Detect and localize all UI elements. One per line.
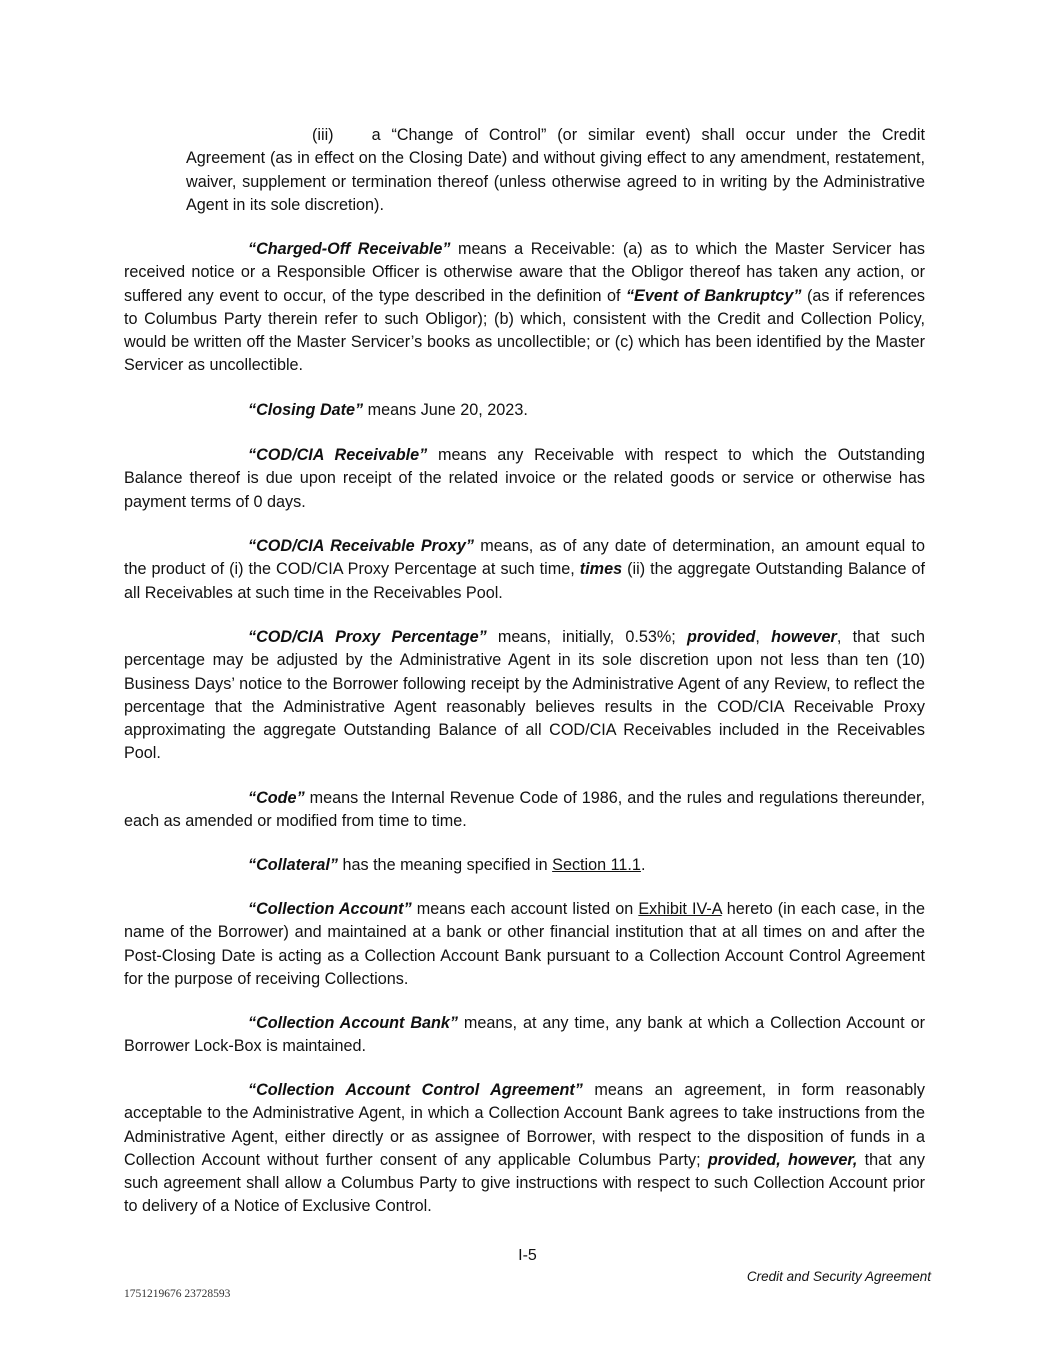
defined-term: “Collateral”	[248, 856, 338, 874]
clause-text: a “Change of Control” (or similar event) shall occur under the Credit Agreement (as in effect on the Closing Date) and without giving effect to any amendment, restatement, waiver, supplement or termination thereof (unless otherwise agreed to in writing by the Administrative Agent in its sole discretion).	[186, 126, 925, 214]
emphasis: however	[771, 628, 837, 646]
definition-code: “Code” means the Internal Revenue Code of 1986, and the rules and regulations thereunder, each as amended or modified from time to time.	[124, 789, 925, 831]
definition-closing-date: “Closing Date” means June 20, 2023.	[248, 401, 528, 419]
defined-term: “Charged-Off Receivable”	[248, 240, 451, 258]
definition-cod-cia-receivable-proxy: “COD/CIA Receivable Proxy” means, as of any date of determination, an amount equal to the product of (i) the COD/CIA Proxy Percentage at such time, times (ii) the aggregate Outstanding Balance of all Receivables at such time in the Receivables Pool.	[124, 537, 925, 602]
defined-term: “Collection Account”	[248, 900, 412, 918]
footer-document-title: Credit and Security Agreement	[746, 1269, 931, 1284]
footer-document-id: 1751219676 23728593	[124, 1288, 231, 1300]
defined-term: “COD/CIA Receivable”	[248, 446, 428, 464]
clause-marker: (iii)	[312, 126, 334, 144]
emphasis: provided	[687, 628, 756, 646]
defined-term: “Closing Date”	[248, 401, 364, 419]
emphasis: provided, however,	[707, 1150, 858, 1169]
definition-charged-off-receivable: “Charged-Off Receivable” means a Receivable: (a) as to which the Master Servicer has received notice or a Responsible Officer is otherwise aware that the Obligor thereof has taken any action, or suffered any event to occur, of the type described in the definition of “Event of Bankruptcy” (as if references to Columbus Party therein refer to such Obligor); (b) which, consistent with the Credit and Collection Policy, would be written off the Master Servicer’s books as uncollectible; or (c) which has been identified by the Master Servicer as uncollectible.	[124, 240, 925, 375]
defined-term: “Code”	[248, 789, 305, 807]
defined-term: “Collection Account Bank”	[248, 1014, 459, 1032]
definition-collection-account-control-agreement: “Collection Account Control Agreement” means an agreement, in form reasonably acceptable to the Administrative Agent, in which a Collection Account Bank agrees to take instructions from the Administrative Agent, either directly or as assignee of Borrower, with respect to the disposition of funds in a Collection Account without further consent of any applicable Columbus Party; provided, however, that any such agreement shall allow a Columbus Party to give instructions with respect to such Collection Account prior to delivery of a Notice of Exclusive Control.	[124, 1081, 925, 1216]
term-reference: “Event of Bankruptcy”	[625, 286, 802, 305]
definition-collateral: “Collateral” has the meaning specified in Section 11.1.	[248, 856, 646, 874]
section-reference-link[interactable]: Section 11.1	[552, 856, 641, 874]
defined-term: “COD/CIA Receivable Proxy”	[248, 537, 474, 555]
definition-cod-cia-proxy-percentage: “COD/CIA Proxy Percentage” means, initially, 0.53%; provided, however, that such percentage may be adjusted by the Administrative Agent in its sole discretion upon not less than ten (10) Business Days’ notice to the Borrower following receipt by the Administrative Agent of any Review, to reflect the percentage that the Administrative Agent reasonably believes results in the COD/CIA Receivable Proxy approximating the aggregate Outstanding Balance of all COD/CIA Receivables included in the Receivables Pool.	[124, 628, 926, 763]
definition-collection-account-bank: “Collection Account Bank” means, at any time, any bank at which a Collection Account or Borrower Lock-Box is maintained.	[124, 1014, 925, 1056]
page-number: I-5	[518, 1247, 537, 1264]
defined-term: “COD/CIA Proxy Percentage”	[248, 628, 487, 646]
emphasis: times	[579, 560, 623, 579]
defined-term: “Collection Account Control Agreement”	[248, 1081, 583, 1099]
definition-collection-account: “Collection Account” means each account listed on Exhibit IV-A hereto (in each case, in the name of the Borrower) and maintained at a bank or other financial institution that at all times on and after the Post-Closing Date is acting as a Collection Account Bank pursuant to a Collection Account Control Agreement for the purpose of receiving Collections.	[124, 900, 925, 988]
exhibit-reference-link[interactable]: Exhibit IV-A	[638, 900, 722, 918]
definition-cod-cia-receivable: “COD/CIA Receivable” means any Receivable with respect to which the Outstanding Balance thereof is due upon receipt of the related invoice or the related goods or service or otherwise has payment terms of 0 days.	[124, 446, 925, 511]
clause-iii	[186, 124, 925, 217]
